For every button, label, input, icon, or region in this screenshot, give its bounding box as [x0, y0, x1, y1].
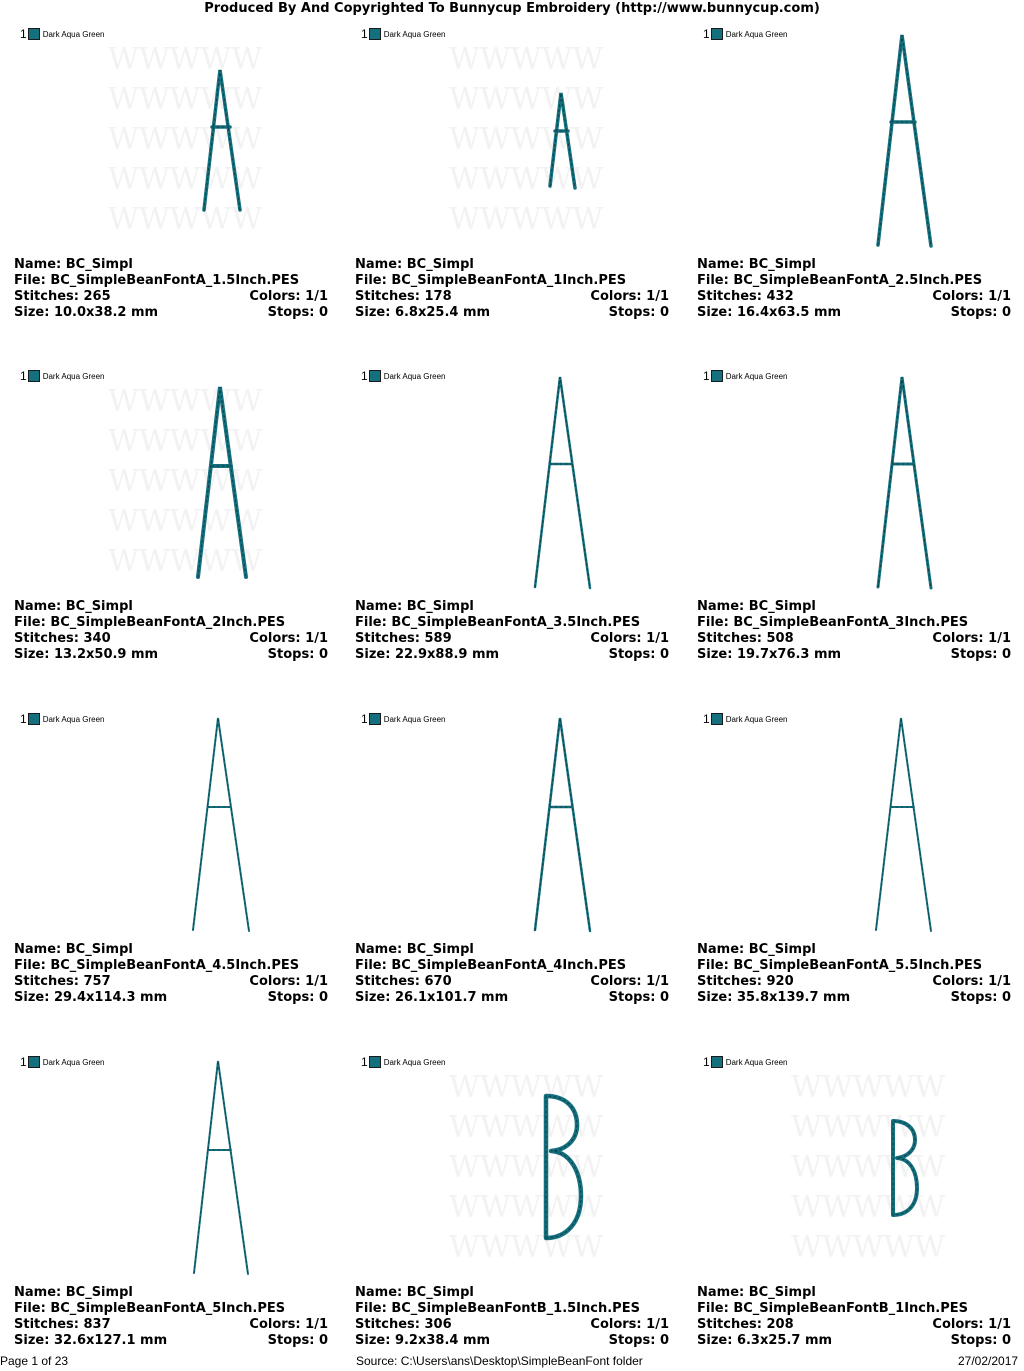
- color-count: 1/1: [646, 631, 669, 646]
- design-name: BC_Simpl: [406, 599, 474, 614]
- embroidery-letter-a: [341, 342, 683, 592]
- color-count: 1/1: [305, 289, 328, 304]
- watermark: WWWWW WWWWW WWWWW WWWWW WWWWW: [449, 42, 604, 237]
- design-file: BC_SimpleBeanFontA_4Inch.PES: [391, 958, 627, 973]
- design-size: 6.8x25.4 mm: [394, 305, 491, 320]
- embroidery-letter-a: [0, 0, 342, 250]
- watermark: WWWWW WWWWW WWWWW WWWWW WWWWW: [108, 42, 263, 237]
- thread-index: 1: [703, 712, 710, 726]
- design-size: 35.8x139.7 mm: [736, 990, 851, 1005]
- thread-color-name: Dark Aqua Green: [383, 1057, 446, 1067]
- design-file: BC_SimpleBeanFontB_1.5Inch.PES: [391, 1301, 640, 1316]
- color-count: 1/1: [988, 631, 1011, 646]
- stop-count: 0: [318, 305, 328, 320]
- thread-color-name: Dark Aqua Green: [42, 1057, 105, 1067]
- stop-count: 0: [659, 305, 669, 320]
- embroidery-letter-a: [683, 342, 1024, 592]
- design-size: 19.7x76.3 mm: [736, 647, 842, 662]
- embroidery-letter-a: [341, 0, 683, 250]
- thread-color-name: Dark Aqua Green: [725, 714, 788, 724]
- thread-index: 1: [703, 1055, 710, 1069]
- thread-color-name: Dark Aqua Green: [42, 714, 105, 724]
- thread-index: 1: [361, 1055, 368, 1069]
- design-info: Name: BC_Simpl File: BC_SimpleBeanFontA_4.5Inch.PES Stitches: 757 Colors: 1/1 Size: 29.4x114.3 mm Stops: 0: [14, 942, 328, 1005]
- embroidery-letter-a: [683, 0, 1024, 250]
- thread-color-name: Dark Aqua Green: [383, 371, 446, 381]
- stop-count: 0: [1001, 1333, 1011, 1348]
- embroidery-letter-b: [683, 1028, 1024, 1278]
- design-info: Name: BC_Simpl File: BC_SimpleBeanFontB_1.5Inch.PES Stitches: 306 Colors: 1/1 Size: 9.2x38.4 mm Stops: 0: [355, 1285, 669, 1348]
- thread-color-name: Dark Aqua Green: [42, 29, 105, 39]
- design-info: Name: BC_Simpl File: BC_SimpleBeanFontA_2Inch.PES Stitches: 340 Colors: 1/1 Size: 13.2x50.9 mm Stops: 0: [14, 599, 328, 662]
- stop-count: 0: [1001, 305, 1011, 320]
- design-name: BC_Simpl: [65, 257, 133, 272]
- thread-index: 1: [20, 369, 27, 383]
- page-header: Produced By And Copyrighted To Bunnycup Embroidery (http://www.bunnycup.com): [204, 1, 820, 16]
- page-number: Page 1 of 23: [0, 1354, 69, 1368]
- thread-index: 1: [703, 27, 710, 41]
- color-count: 1/1: [988, 289, 1011, 304]
- stop-count: 0: [659, 647, 669, 662]
- design-name: BC_Simpl: [406, 1285, 474, 1300]
- design-size: 22.9x88.9 mm: [394, 647, 500, 662]
- stitch-count: 920: [766, 974, 794, 989]
- design-file: BC_SimpleBeanFontA_4.5Inch.PES: [50, 958, 300, 973]
- design-name: BC_Simpl: [65, 1285, 133, 1300]
- design-name: BC_Simpl: [65, 599, 133, 614]
- thread-color-name: Dark Aqua Green: [383, 29, 446, 39]
- watermark: WWWWW WWWWW WWWWW WWWWW WWWWW: [791, 1070, 946, 1265]
- design-cell: [683, 685, 1024, 1028]
- stitch-count: 589: [424, 631, 452, 646]
- design-file: BC_SimpleBeanFontA_1.5Inch.PES: [50, 273, 300, 288]
- stitch-count: 265: [83, 289, 111, 304]
- design-size: 16.4x63.5 mm: [736, 305, 842, 320]
- design-name: BC_Simpl: [406, 257, 474, 272]
- design-size: 13.2x50.9 mm: [53, 647, 159, 662]
- design-cell: [0, 1028, 342, 1371]
- thread-color-name: Dark Aqua Green: [42, 371, 105, 381]
- embroidery-letter-a: [0, 1028, 342, 1278]
- design-size: 26.1x101.7 mm: [394, 990, 509, 1005]
- design-cell: [341, 685, 683, 1028]
- thread-index: 1: [361, 27, 368, 41]
- design-file: BC_SimpleBeanFontA_2.5Inch.PES: [733, 273, 983, 288]
- color-count: 1/1: [646, 974, 669, 989]
- design-info: Name: BC_Simpl File: BC_SimpleBeanFontA_3Inch.PES Stitches: 508 Colors: 1/1 Size: 19.7x76.3 mm Stops: 0: [697, 599, 1011, 662]
- thread-color-name: Dark Aqua Green: [383, 714, 446, 724]
- stitch-count: 340: [83, 631, 111, 646]
- design-info: Name: BC_Simpl File: BC_SimpleBeanFontA_4Inch.PES Stitches: 670 Colors: 1/1 Size: 26.1x101.7 mm Stops: 0: [355, 942, 669, 1005]
- design-size: 10.0x38.2 mm: [53, 305, 159, 320]
- stop-count: 0: [659, 990, 669, 1005]
- embroidery-letter-a: [683, 685, 1024, 935]
- watermark: WWWWW WWWWW WWWWW WWWWW WWWWW: [449, 1070, 604, 1265]
- embroidery-letter-a: [0, 342, 342, 592]
- design-cell: [683, 1028, 1024, 1371]
- thread-index: 1: [703, 369, 710, 383]
- color-count: 1/1: [988, 1317, 1011, 1332]
- stitch-count: 757: [83, 974, 111, 989]
- color-count: 1/1: [305, 974, 328, 989]
- design-info: Name: BC_Simpl File: BC_SimpleBeanFontB_1Inch.PES Stitches: 208 Colors: 1/1 Size: 6.3x25.7 mm Stops: 0: [697, 1285, 1011, 1348]
- print-date: 27/02/2017: [958, 1354, 1019, 1368]
- color-count: 1/1: [646, 289, 669, 304]
- design-cell: [0, 0, 342, 343]
- color-count: 1/1: [988, 974, 1011, 989]
- design-file: BC_SimpleBeanFontA_2Inch.PES: [50, 615, 286, 630]
- design-info: Name: BC_Simpl File: BC_SimpleBeanFontA_3.5Inch.PES Stitches: 589 Colors: 1/1 Size: 22.9x88.9 mm Stops: 0: [355, 599, 669, 662]
- stop-count: 0: [659, 1333, 669, 1348]
- design-name: BC_Simpl: [406, 942, 474, 957]
- stitch-count: 306: [424, 1317, 452, 1332]
- embroidery-letter-a: [0, 685, 342, 935]
- design-name: BC_Simpl: [65, 942, 133, 957]
- design-info: Name: BC_Simpl File: BC_SimpleBeanFontA_5Inch.PES Stitches: 837 Colors: 1/1 Size: 32.6x127.1 mm Stops: 0: [14, 1285, 328, 1348]
- design-info: Name: BC_Simpl File: BC_SimpleBeanFontA_5.5Inch.PES Stitches: 920 Colors: 1/1 Size: 35.8x139.7 mm Stops: 0: [697, 942, 1011, 1005]
- design-size: 29.4x114.3 mm: [53, 990, 168, 1005]
- design-cell: [683, 0, 1024, 343]
- thread-color-name: Dark Aqua Green: [725, 371, 788, 381]
- embroidery-letter-b: [341, 1028, 683, 1278]
- thread-index: 1: [20, 712, 27, 726]
- stitch-count: 178: [424, 289, 452, 304]
- thread-color-name: Dark Aqua Green: [725, 29, 788, 39]
- design-file: BC_SimpleBeanFontA_5Inch.PES: [50, 1301, 286, 1316]
- design-name: BC_Simpl: [748, 942, 816, 957]
- design-file: BC_SimpleBeanFontA_1Inch.PES: [391, 273, 627, 288]
- stitch-count: 208: [766, 1317, 794, 1332]
- design-cell: [0, 685, 342, 1028]
- stop-count: 0: [1001, 647, 1011, 662]
- stitch-count: 508: [766, 631, 794, 646]
- design-name: BC_Simpl: [748, 1285, 816, 1300]
- design-file: BC_SimpleBeanFontA_5.5Inch.PES: [733, 958, 983, 973]
- thread-index: 1: [361, 712, 368, 726]
- design-name: BC_Simpl: [748, 599, 816, 614]
- design-size: 6.3x25.7 mm: [736, 1333, 833, 1348]
- design-cell: [341, 342, 683, 685]
- stitch-count: 432: [766, 289, 794, 304]
- color-count: 1/1: [646, 1317, 669, 1332]
- design-cell: [341, 0, 683, 343]
- thread-index: 1: [20, 1055, 27, 1069]
- source-path: Source: C:\Users\ans\Desktop\SimpleBeanFont folder: [356, 1354, 643, 1368]
- design-info: Name: BC_Simpl File: BC_SimpleBeanFontA_1.5Inch.PES Stitches: 265 Colors: 1/1 Size: 10.0x38.2 mm Stops: 0: [14, 257, 328, 320]
- color-count: 1/1: [305, 1317, 328, 1332]
- design-cell: [0, 342, 342, 685]
- stop-count: 0: [1001, 990, 1011, 1005]
- stop-count: 0: [318, 1333, 328, 1348]
- design-size: 32.6x127.1 mm: [53, 1333, 168, 1348]
- color-count: 1/1: [305, 631, 328, 646]
- stop-count: 0: [318, 647, 328, 662]
- watermark: WWWWW WWWWW WWWWW WWWWW WWWWW: [108, 384, 263, 579]
- thread-index: 1: [20, 27, 27, 41]
- design-file: BC_SimpleBeanFontB_1Inch.PES: [733, 1301, 968, 1316]
- stop-count: 0: [318, 990, 328, 1005]
- design-file: BC_SimpleBeanFontA_3.5Inch.PES: [391, 615, 641, 630]
- design-cell: [683, 342, 1024, 685]
- thread-color-name: Dark Aqua Green: [725, 1057, 788, 1067]
- design-name: BC_Simpl: [748, 257, 816, 272]
- design-info: Name: BC_Simpl File: BC_SimpleBeanFontA_1Inch.PES Stitches: 178 Colors: 1/1 Size: 6.8x25.4 mm Stops: 0: [355, 257, 669, 320]
- design-size: 9.2x38.4 mm: [394, 1333, 491, 1348]
- thread-index: 1: [361, 369, 368, 383]
- stitch-count: 837: [83, 1317, 111, 1332]
- design-info: Name: BC_Simpl File: BC_SimpleBeanFontA_2.5Inch.PES Stitches: 432 Colors: 1/1 Size: 16.4x63.5 mm Stops: 0: [697, 257, 1011, 320]
- embroidery-letter-a: [341, 685, 683, 935]
- design-file: BC_SimpleBeanFontA_3Inch.PES: [733, 615, 969, 630]
- design-cell: [341, 1028, 683, 1371]
- stitch-count: 670: [424, 974, 452, 989]
